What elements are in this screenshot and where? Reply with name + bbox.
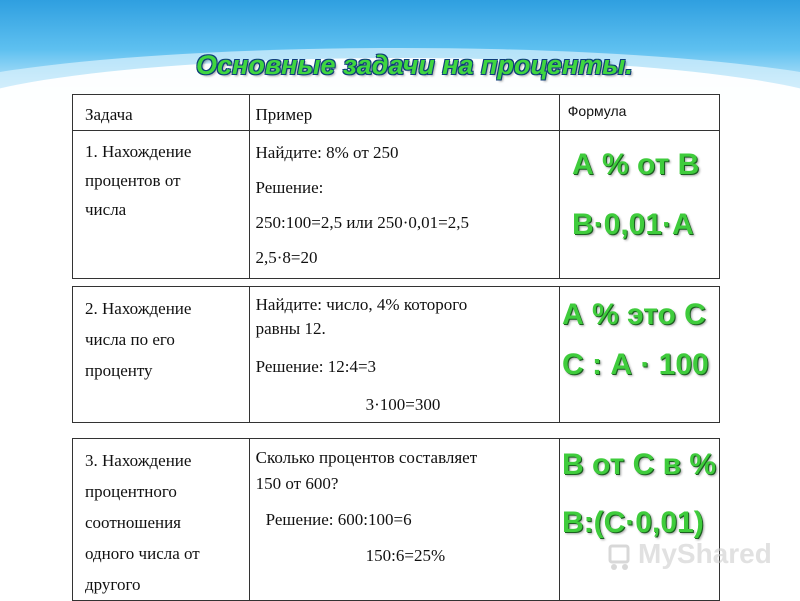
task-cell: 3. Нахождение процентного соотношения одного числа от другого bbox=[73, 439, 250, 601]
watermark-logo: MyShared bbox=[638, 538, 772, 569]
task-cell: 2. Нахождение числа по его проценту bbox=[73, 287, 250, 423]
header-row bbox=[73, 95, 720, 131]
formula-1a: А % от В bbox=[572, 148, 700, 181]
header-example: Пример bbox=[249, 95, 559, 131]
formula-1b: В·0,01·А bbox=[572, 208, 694, 241]
table-1 bbox=[72, 94, 720, 279]
formula-2a: А % это С bbox=[562, 298, 706, 331]
formula-2b: С : А · 100 bbox=[562, 348, 709, 381]
formula-3a: В от С в % bbox=[562, 448, 717, 481]
page-title: Основные задачи на проценты. bbox=[196, 50, 633, 80]
formula-3b: В:(С·0,01) bbox=[562, 506, 704, 539]
cart-icon bbox=[606, 540, 634, 572]
header-task: Задача bbox=[73, 95, 250, 131]
header-formula: Формула bbox=[559, 95, 719, 131]
task-cell: 1. Нахождение процентов от числа bbox=[73, 131, 250, 279]
example-cell: Найдите: 8% от 250 Решение: 250:100=2,5 или 250·0,01=2,5 2,5·8=20 bbox=[249, 131, 559, 279]
example-cell: Сколько процентов составляет 150 от 600? Решение: 600:100=6 150:6=25% bbox=[249, 439, 559, 601]
example-cell: Найдите: число, 4% которого равны 12. Решение: 12:4=3 3·100=300 bbox=[249, 287, 559, 423]
